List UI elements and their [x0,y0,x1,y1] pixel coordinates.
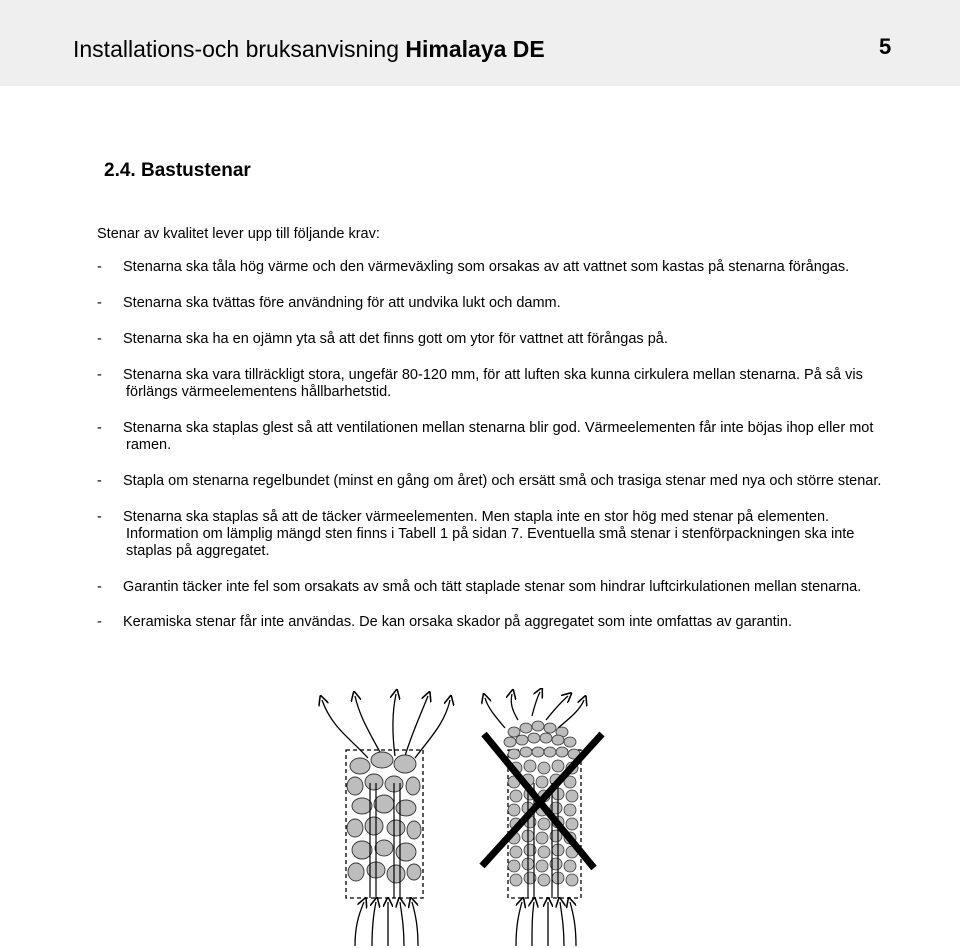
product-name: Himalaya DE [405,36,545,62]
bullet-text-continued: förlängs värmeelementens hållbarhetstid. [126,384,392,400]
bullet-dash: - [97,331,102,347]
incorrect-stacking-diagram [482,692,602,946]
bullet-dash: - [97,509,102,525]
airflow-arrows-bottom [516,902,576,946]
bullet-dash: - [97,579,102,595]
bullet-dash: - [97,420,102,436]
bullet-text: Stapla om stenarna regelbundet (minst en gång om året) och ersätt små och trasiga stenar med nya och större stenar. [123,473,882,489]
intro-text: Stenar av kvalitet lever upp till följande krav: [97,226,380,242]
bullet-dash: - [97,473,102,489]
bullet-text-continued: Information om lämplig mängd sten finns i Tabell 1 på sidan 7. Eventuella små stenar i stenförpackningen ska inte [126,526,855,542]
bullet-text-continued: ramen. [126,437,172,453]
bullet-dash: - [97,259,102,275]
airflow-arrows-top [322,694,450,758]
bullet-text-continued: staplas på aggregatet. [126,543,270,559]
bullet-text: Stenarna ska ha en ojämn yta så att det finns gott om ytor för vattnet att förångas på. [123,331,668,347]
document-title [73,36,545,63]
bullet-text: Stenarna ska tåla hög värme och den värmeväxling som orsakas av att vattnet som kastas på stenarna förångas. [123,259,850,275]
bullet-text: Stenarna ska staplas glest så att ventilationen mellan stenarna blir god. Värmeelementen får inte böjas ihop eller mot [123,420,874,436]
section-heading: 2.4. Bastustenar [104,160,251,181]
correct-stacking-diagram [322,694,450,946]
bullet-dash: - [97,367,102,383]
airflow-arrows-bottom [355,902,418,946]
bullet-text: Garantin täcker inte fel som orsakats av små och tätt staplade stenar som hindrar luftcirkulationen mellan stenarna. [123,579,862,595]
bullet-text: Stenarna ska tvättas före användning för att undvika lukt och damm. [123,295,561,311]
document-title-prefix: Installations-och bruksanvisning [73,36,406,62]
bullet-text: Stenarna ska staplas så att de täcker värmeelementen. Men stapla inte en stor hög med stenar på elementen. [123,509,830,525]
bullet-text: Keramiska stenar får inte användas. De kan orsaka skador på aggregatet som inte omfattas av garantin. [123,614,792,630]
sauna-stones [347,752,421,883]
page-number: 5 [879,34,892,59]
bullet-text: Stenarna ska vara tillräckligt stora, ungefär 80-120 mm, för att luften ska kunna cirkulera mellan stenarna. På så vis [123,367,863,383]
bullet-dash: - [97,295,102,311]
stone-stacking-illustration [300,688,640,946]
bullet-dash: - [97,614,102,630]
page-header [0,0,960,86]
